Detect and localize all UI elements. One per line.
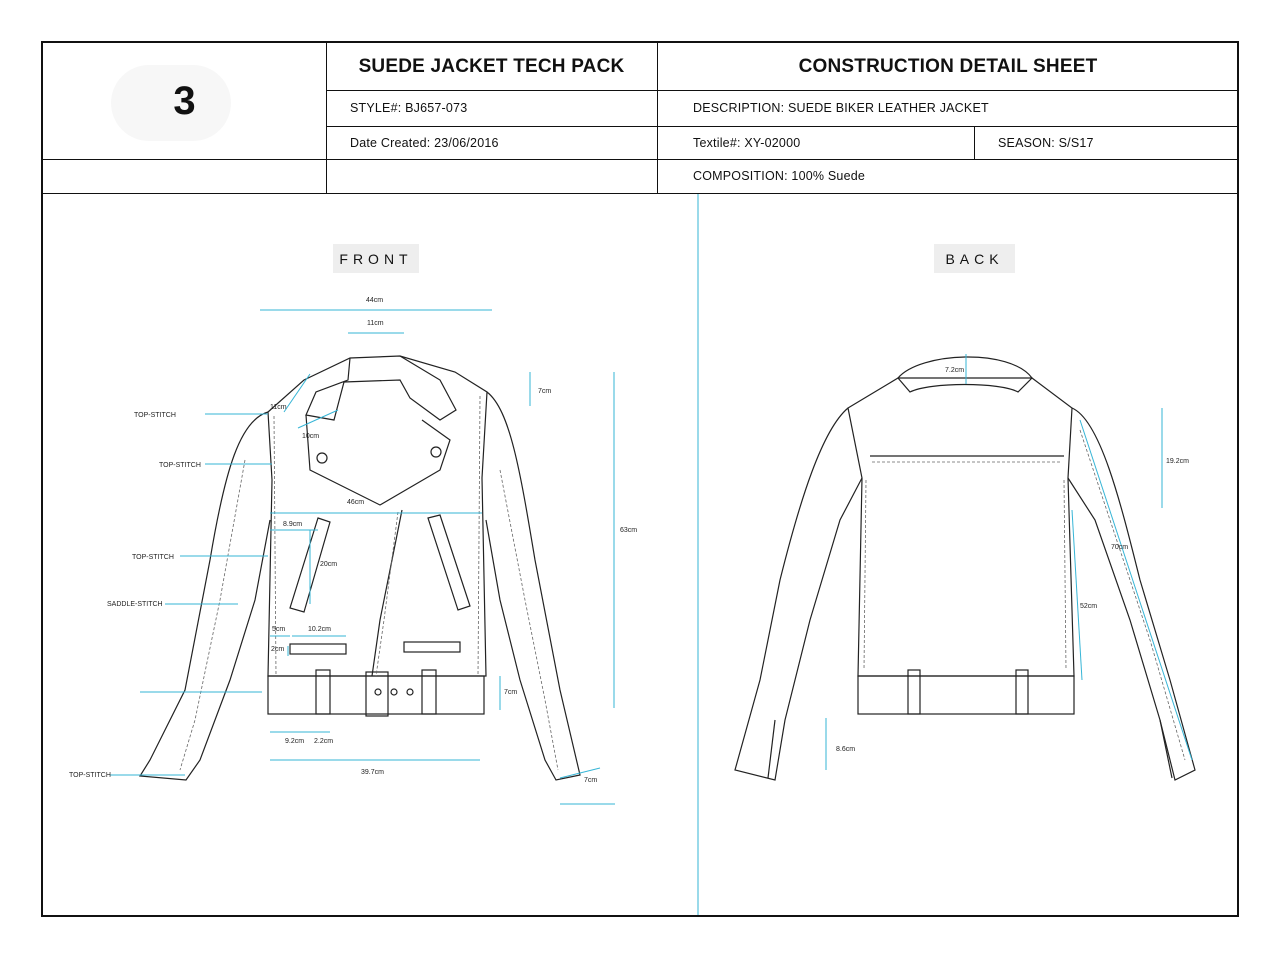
date-created: Date Created: 23/06/2016 — [350, 135, 499, 150]
callout-top-stitch: TOP-STITCH — [134, 412, 176, 419]
callout-saddle-stitch: SADDLE-STITCH — [107, 601, 163, 608]
front-left-low-pocket — [290, 644, 346, 654]
back-body-outline — [848, 378, 1074, 676]
measure-hem-width: 39.7cm — [361, 769, 384, 776]
doc-subtitle: CONSTRUCTION DETAIL SHEET — [798, 55, 1098, 77]
sheet-number: 3 — [173, 78, 196, 123]
back-collar — [898, 357, 1032, 392]
season: SEASON: S/S17 — [998, 135, 1094, 150]
front-view-label: FRONT — [333, 244, 419, 273]
callout-top-stitch: TOP-STITCH — [132, 554, 174, 561]
front-belt-hole — [375, 689, 381, 695]
composition: COMPOSITION: 100% Suede — [693, 169, 866, 183]
back-cuff-zip — [768, 720, 775, 778]
measure-lapel: 11cm — [270, 404, 287, 411]
back-cuff-zip — [1160, 720, 1172, 778]
measure-underarm-length: 52cm — [1080, 603, 1098, 610]
callout-top-stitch: TOP-STITCH — [159, 462, 201, 469]
measure-yoke-depth: 19.2cm — [1166, 458, 1189, 465]
measure-collar-width: 11cm — [367, 320, 384, 327]
back-view-label: BACK — [934, 244, 1015, 273]
measure-low-pocket-width: 10.2cm — [308, 626, 331, 633]
style-number: STYLE#: BJ657-073 — [350, 101, 468, 115]
measure-low-pocket-offset: 5cm — [272, 626, 286, 633]
measure-belt-height: 7cm — [504, 689, 518, 696]
front-belt — [268, 676, 484, 714]
front-center-zip — [372, 510, 402, 676]
measure-body-length: 63cm — [620, 527, 638, 534]
callout-top-stitch: TOP-STITCH — [69, 772, 111, 779]
measure-back-collar: 7.2cm — [945, 367, 965, 374]
front-belt-buckle — [366, 672, 388, 716]
front-body-outline — [268, 356, 487, 676]
measure-sleeve-length: 70cm — [1111, 544, 1129, 551]
textile-number: Textile#: XY-02000 — [693, 135, 801, 150]
back-left-sleeve — [735, 408, 862, 780]
front-right-chest-pocket — [428, 515, 470, 610]
measure-lines — [110, 310, 1192, 804]
measure-collar-height: 7cm — [538, 388, 552, 395]
front-right-sleeve — [486, 392, 580, 780]
front-snap — [431, 447, 441, 457]
back-stitch-lines — [864, 430, 1185, 760]
measure-pocket-length: 20cm — [320, 561, 338, 568]
front-snap — [317, 453, 327, 463]
measure-cuff-width: 7cm — [584, 777, 598, 784]
front-jacket-flat — [140, 356, 580, 780]
measure-pocket-offset: 8.9cm — [283, 521, 303, 528]
doc-title: SUEDE JACKET TECH PACK — [358, 55, 625, 77]
front-belt-hole — [407, 689, 413, 695]
measure-shoulder-width: 44cm — [366, 297, 384, 304]
measure-cuff-zip: 8.6cm — [836, 746, 856, 753]
measure-low-pocket-height: 2cm — [271, 646, 285, 653]
front-lapel — [306, 415, 450, 505]
measure-belt-loop-offset: 9.2cm — [285, 738, 305, 745]
description: DESCRIPTION: SUEDE BIKER LEATHER JACKET — [693, 101, 989, 115]
measure-labels — [69, 297, 1189, 784]
front-belt-hole — [391, 689, 397, 695]
measure-belt-loop-width: 2.2cm — [314, 738, 334, 745]
back-belt — [858, 676, 1074, 714]
front-right-low-pocket — [404, 642, 460, 652]
measure-lapel-notch: 10cm — [302, 433, 320, 440]
measure-chest-width: 46cm — [347, 499, 365, 506]
